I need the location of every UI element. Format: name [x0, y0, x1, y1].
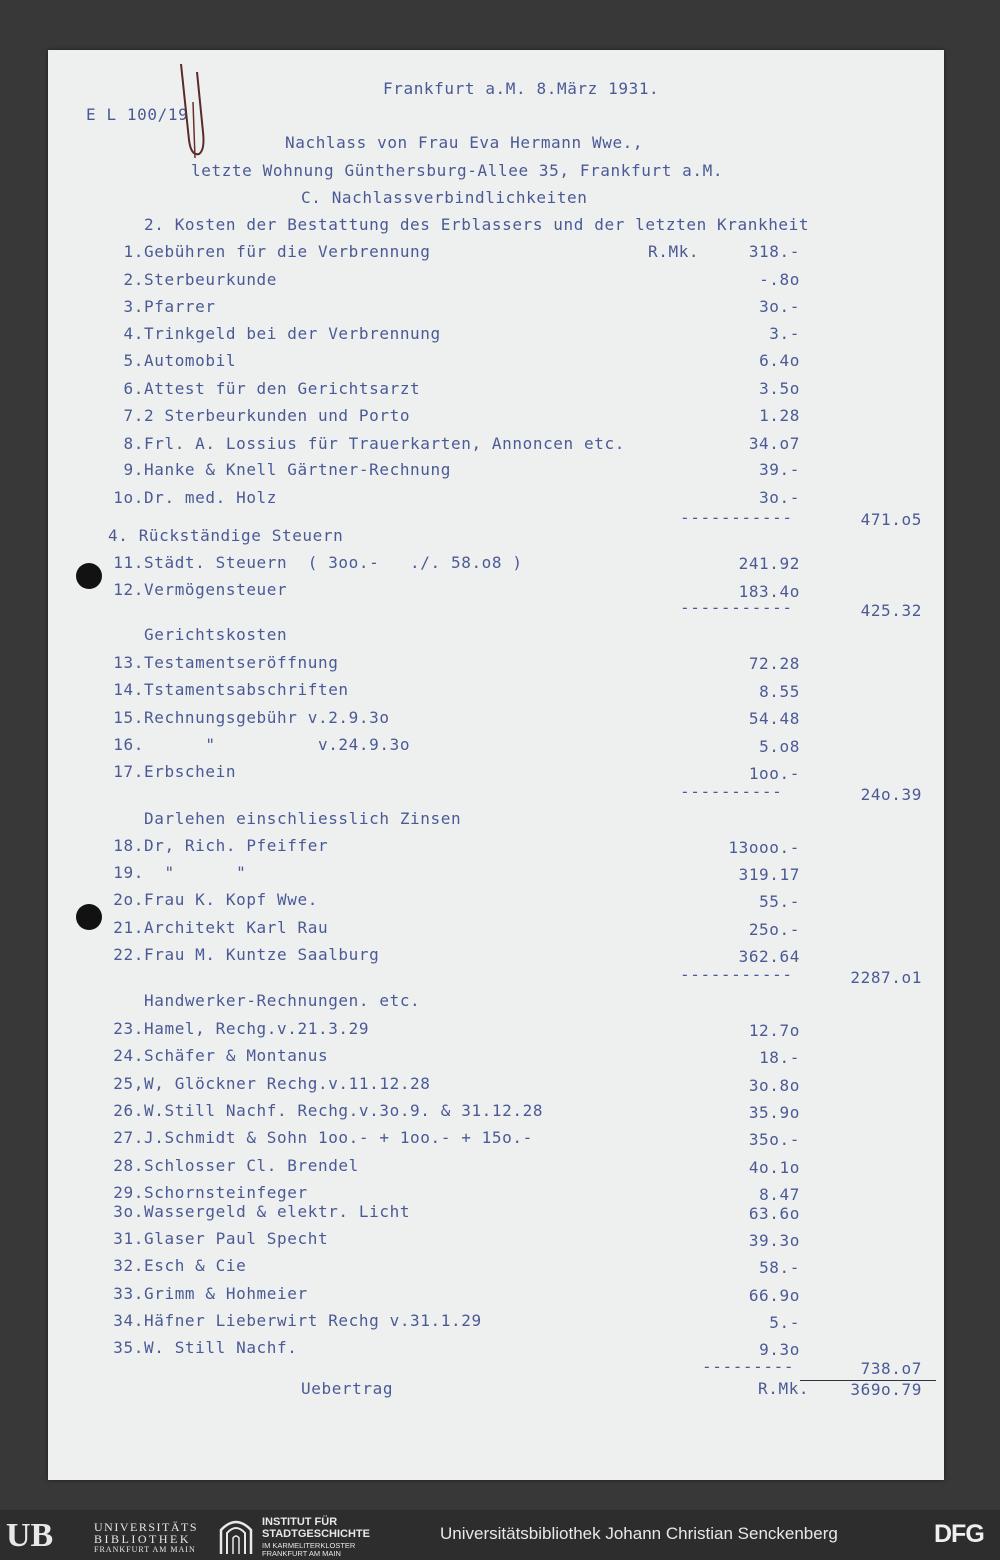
section-c-heading: C. Nachlassverbindlichkeiten [301, 188, 588, 207]
item-number: 15. [113, 708, 144, 727]
item-description: W. Still Nachf. [144, 1338, 298, 1357]
item-number: 35. [113, 1338, 144, 1357]
item-description: Grimm & Hohmeier [144, 1284, 308, 1303]
item-description: Schäfer & Montanus [144, 1046, 329, 1065]
sum-dash-line: ----------- [680, 508, 793, 527]
last-address: letzte Wohnung Günthersburg-Allee 35, Frankfurt a.M. [191, 161, 724, 180]
item-number: 12. [113, 580, 144, 599]
item-description: " " [144, 863, 247, 882]
item-description: W.Still Nachf. Rechg.v.3o.9. & 31.12.28 [144, 1101, 544, 1120]
item-number: 25, [113, 1074, 144, 1093]
arch-icon [218, 1516, 254, 1554]
item-number: 19. [113, 863, 144, 882]
ub-logo-mark: UB [6, 1517, 54, 1554]
item-number: 9. [123, 460, 144, 479]
item-number: 3. [123, 297, 144, 316]
item-description: Frau K. Kopf Wwe. [144, 890, 318, 909]
item-description: Rechnungsgebühr v.2.9.3o [144, 708, 390, 727]
loans-heading: Darlehen einschliesslich Zinsen [144, 809, 462, 828]
item-amount: 8.55 [759, 682, 800, 701]
item-description: Automobil [144, 351, 237, 370]
sum-dash-line: --------- [702, 1357, 795, 1376]
item-number: 17. [113, 762, 144, 781]
item-description: Schornsteinfeger [144, 1183, 308, 1202]
ub-logo-line-3: FRANKFURT AM MAIN [94, 1545, 196, 1554]
item-amount: 1.28 [759, 406, 800, 425]
item-number: 11. [113, 553, 144, 572]
item-amount: 18.- [759, 1048, 800, 1067]
item-number: 4. [123, 324, 144, 343]
item-number: 21. [113, 918, 144, 937]
subtotal-taxes: 425.32 [860, 601, 922, 620]
item-amount: 183.4o [738, 582, 800, 601]
item-amount: 72.28 [748, 654, 800, 673]
isg-logo-line-4: FRANKFURT AM MAIN [262, 1549, 341, 1558]
item-amount: 35o.- [748, 1130, 800, 1149]
item-number: 5. [123, 351, 144, 370]
punch-hole [76, 904, 102, 930]
item-description: Glaser Paul Specht [144, 1229, 329, 1248]
currency-label: R.Mk. [648, 242, 700, 261]
item-number: 1. [123, 242, 144, 261]
item-description: W, Glöckner Rechg.v.11.12.28 [144, 1074, 431, 1093]
item-description: Wassergeld & elektr. Licht [144, 1202, 411, 1221]
craftsmen-heading: Handwerker-Rechnungen. etc. [144, 991, 421, 1010]
item-amount: 3.- [769, 324, 800, 343]
subtotal-funeral: 471.o5 [860, 510, 922, 529]
item-amount: 39.- [759, 460, 800, 479]
item-number: 22. [113, 945, 144, 964]
sum-dash-line: ----------- [680, 598, 793, 617]
item-number: 2o. [113, 890, 144, 909]
date-line: Frankfurt a.M. 8.März 1931. [383, 79, 660, 98]
ub-logo-line-1: UNIVERSITÄTS [94, 1520, 198, 1534]
item-amount: 13ooo.- [728, 838, 800, 857]
item-description: Attest für den Gerichtsarzt [144, 379, 421, 398]
item-description: Vermögensteuer [144, 580, 288, 599]
item-number: 34. [113, 1311, 144, 1330]
sum-dash-line: ---------- [680, 782, 783, 801]
item-number: 27. [113, 1128, 144, 1147]
item-description: Schlosser Cl. Brendel [144, 1156, 359, 1175]
item-description: " v.24.9.3o [144, 735, 411, 754]
item-description: Esch & Cie [144, 1256, 247, 1275]
item-description: Trinkgeld bei der Verbrennung [144, 324, 441, 343]
item-number: 3o. [113, 1202, 144, 1221]
isg-logo-line-1: INSTITUT FÜR [262, 1516, 338, 1528]
item-amount: 318.- [748, 242, 800, 261]
subtotal-court-costs: 24o.39 [860, 785, 922, 804]
ub-logo [6, 1518, 206, 1554]
item-amount: 12.7o [748, 1021, 800, 1040]
item-number: 8. [123, 434, 144, 453]
item-amount: 3.5o [759, 379, 800, 398]
item-number: 33. [113, 1284, 144, 1303]
item-number: 6. [123, 379, 144, 398]
item-number: 2. [123, 270, 144, 289]
item-amount: 34.o7 [748, 434, 800, 453]
item-description: Pfarrer [144, 297, 216, 316]
ub-logo-line-2: BIBLIOTHEK [94, 1532, 191, 1546]
item-amount: 9.3o [759, 1340, 800, 1359]
item-amount: 58.- [759, 1258, 800, 1277]
item-description: Hamel, Rechg.v.21.3.29 [144, 1019, 370, 1038]
item-description: Tstamentsabschriften [144, 680, 349, 699]
isg-logo [218, 1516, 408, 1556]
item-amount: 54.48 [748, 709, 800, 728]
item-description: J.Schmidt & Sohn 1oo.- + 1oo.- + 15o.- [144, 1128, 533, 1147]
section-4-heading: 4. Rückständige Steuern [108, 526, 344, 545]
document-page [48, 50, 944, 1480]
item-number: 26. [113, 1101, 144, 1120]
isg-logo-line-3: IM KARMELITERKLOSTER [262, 1541, 356, 1550]
sum-dash-line: ----------- [680, 965, 793, 984]
item-description: Testamentseröffnung [144, 653, 339, 672]
item-amount: -.8o [759, 270, 800, 289]
carryover-total: 369o.79 [850, 1380, 922, 1399]
carryover-label: Uebertrag [301, 1379, 394, 1398]
item-number: 16. [113, 735, 144, 754]
subtotal-craftsmen: 738.o7 [860, 1359, 922, 1378]
item-description: Häfner Lieberwirt Rechg v.31.1.29 [144, 1311, 482, 1330]
item-description: Hanke & Knell Gärtner-Rechnung [144, 460, 451, 479]
item-amount: 35.9o [748, 1103, 800, 1122]
item-amount: 8.47 [759, 1185, 800, 1204]
punch-hole [76, 563, 102, 589]
item-number: 24. [113, 1046, 144, 1065]
item-description: Erbschein [144, 762, 237, 781]
item-amount: 63.6o [748, 1204, 800, 1223]
court-costs-heading: Gerichtskosten [144, 625, 288, 644]
item-description: Sterbeurkunde [144, 270, 278, 289]
item-description: Dr. med. Holz [144, 488, 278, 507]
item-amount: 3o.- [759, 297, 800, 316]
item-description: Frl. A. Lossius für Trauerkarten, Annoncen etc. [144, 434, 625, 453]
section-2-heading: 2. Kosten der Bestattung des Erblassers und der letzten Krankheit [144, 215, 810, 234]
item-description: Architekt Karl Rau [144, 918, 329, 937]
item-amount: 241.92 [738, 554, 800, 573]
item-number: 23. [113, 1019, 144, 1038]
item-amount: 319.17 [738, 865, 800, 884]
subtotal-loans: 2287.o1 [850, 968, 922, 987]
item-amount: 5.o8 [759, 737, 800, 756]
estate-title: Nachlass von Frau Eva Hermann Wwe., [285, 133, 644, 152]
item-number: 29. [113, 1183, 144, 1202]
item-number: 13. [113, 653, 144, 672]
carryover-currency: R.Mk. [758, 1379, 810, 1398]
item-amount: 3o.- [759, 488, 800, 507]
item-amount: 4o.1o [748, 1158, 800, 1177]
item-description: 2 Sterbeurkunden und Porto [144, 406, 411, 425]
isg-logo-line-2: STADTGESCHICHTE [262, 1528, 370, 1540]
item-number: 7. [123, 406, 144, 425]
item-description: Dr, Rich. Pfeiffer [144, 836, 329, 855]
footer-bar [0, 1510, 1000, 1560]
library-name: Universitätsbibliothek Johann Christian Senckenberg [440, 1524, 838, 1543]
item-amount: 39.3o [748, 1231, 800, 1250]
reference-number: E L 100/19 [86, 105, 189, 124]
item-amount: 5.- [769, 1313, 800, 1332]
item-number: 14. [113, 680, 144, 699]
item-description: Städt. Steuern ( 3oo.- ./. 58.o8 ) [144, 553, 523, 572]
pencil-mark-icon [175, 62, 215, 182]
item-amount: 25o.- [748, 920, 800, 939]
item-number: 28. [113, 1156, 144, 1175]
item-amount: 1oo.- [748, 764, 800, 783]
item-number: 1o. [113, 488, 144, 507]
item-amount: 3o.8o [748, 1076, 800, 1095]
item-number: 32. [113, 1256, 144, 1275]
item-number: 18. [113, 836, 144, 855]
item-number: 31. [113, 1229, 144, 1248]
item-description: Frau M. Kuntze Saalburg [144, 945, 380, 964]
item-amount: 55.- [759, 892, 800, 911]
item-amount: 66.9o [748, 1286, 800, 1305]
item-description: Gebühren für die Verbrennung [144, 242, 431, 261]
dfg-logo: DFG [934, 1520, 984, 1548]
item-amount: 362.64 [738, 947, 800, 966]
item-amount: 6.4o [759, 351, 800, 370]
